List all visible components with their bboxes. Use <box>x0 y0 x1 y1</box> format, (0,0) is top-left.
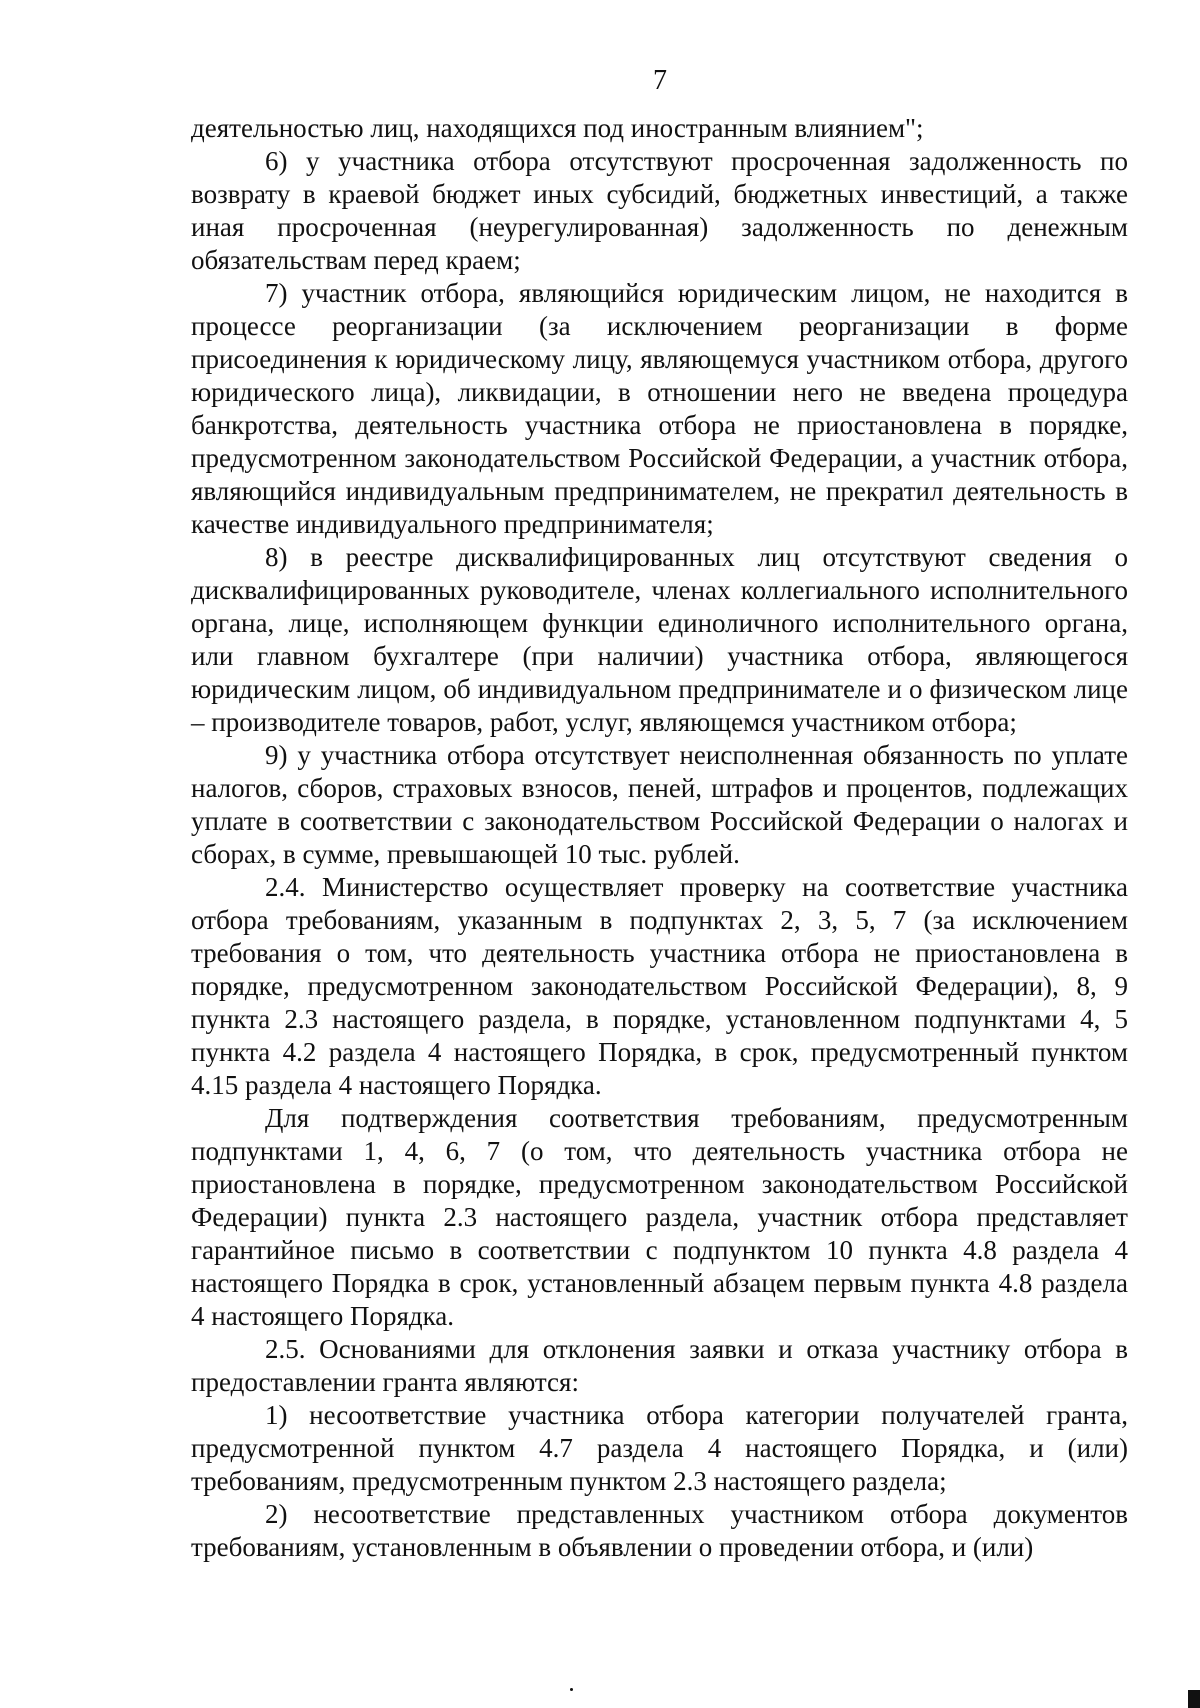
document-body <box>191 112 1128 1564</box>
paragraph-item-6: 6) у участника отбора отсутствуют просроченная задолженность по возврату в краевой бюджет иных субсидий, бюджетных инвестиций, а также иная просроченная (неурегулированная) задолженность по денежным обязательствам перед краем; <box>191 146 1128 275</box>
paragraph-confirmation: Для подтверждения соответствия требованиям, предусмотренным подпунктами 1, 4, 6, 7 (о том, что деятельность участника отбора не приостановлена в порядке, предусмотренном законодательством Российской Федерации) пункта 2.3 настоящего раздела, участник отбора представляет гарантийное письмо в соответствии с подпунктом 10 пункта 4.8 раздела 4 настоящего Порядка в срок, установленный абзацем первым пункта 4.8 раздела 4 настоящего Порядка. <box>191 1103 1128 1331</box>
paragraph-item-7: 7) участник отбора, являющийся юридическим лицом, не находится в процессе реорганизации (за исключением реорганизации в форме присоединения к юридическому лицу, являющемуся участником отбора, другого юридического лица), ликвидации, в отношении него не введена процедура банкротства, деятельность участника отбора не приостановлена в порядке, предусмотренном законодательством Российской Федерации, а участник отбора, являющийся индивидуальным предпринимателем, не прекратил деятельность в качестве индивидуального предпринимателя; <box>191 278 1128 539</box>
scan-dot-mark <box>570 1688 573 1691</box>
page-number: 7 <box>653 65 667 96</box>
scan-edge-mark <box>1188 1690 1200 1708</box>
paragraph-ground-2: 2) несоответствие представленных участником отбора документов требованиям, установленным в объявлении о проведении отбора, и (или) <box>191 1499 1128 1562</box>
paragraph-continuation: деятельностью лиц, находящихся под иностранным влиянием"; <box>191 113 924 143</box>
paragraph-section-2-5: 2.5. Основаниями для отклонения заявки и отказа участнику отбора в предоставлении гранта являются: <box>191 1334 1128 1397</box>
paragraph-ground-1: 1) несоответствие участника отбора категории получателей гранта, предусмотренной пунктом 4.7 раздела 4 настоящего Порядка, и (или) требованиям, предусмотренным пунктом 2.3 настоящего раздела; <box>191 1400 1128 1496</box>
paragraph-section-2-4: 2.4. Министерство осуществляет проверку на соответствие участника отбора требованиям, указанным в подпунктах 2, 3, 5, 7 (за исключением требования о том, что деятельность участника отбора не приостановлена в порядке, предусмотренном законодательством Российской Федерации), 8, 9 пункта 2.3 настоящего раздела, в порядке, установленном подпунктами 4, 5 пункта 4.2 раздела 4 настоящего Порядка, в срок, предусмотренный пунктом 4.15 раздела 4 настоящего Порядка. <box>191 872 1128 1100</box>
paragraph-item-9: 9) у участника отбора отсутствует неисполненная обязанность по уплате налогов, сборов, страховых взносов, пеней, штрафов и процентов, подлежащих уплате в соответствии с законодательством Российской Федерации о налогах и сборах, в сумме, превышающей 10 тыс. рублей. <box>191 740 1128 869</box>
paragraph-item-8: 8) в реестре дисквалифицированных лиц отсутствуют сведения о дисквалифицированных руководителе, членах коллегиального исполнительного органа, лице, исполняющем функции единоличного исполнительного органа, или главном бухгалтере (при наличии) участника отбора, являющегося юридическим лицом, об индивидуальном предпринимателе и о физическом лице – производителе товаров, работ, услуг, являющемся участником отбора; <box>191 542 1128 737</box>
